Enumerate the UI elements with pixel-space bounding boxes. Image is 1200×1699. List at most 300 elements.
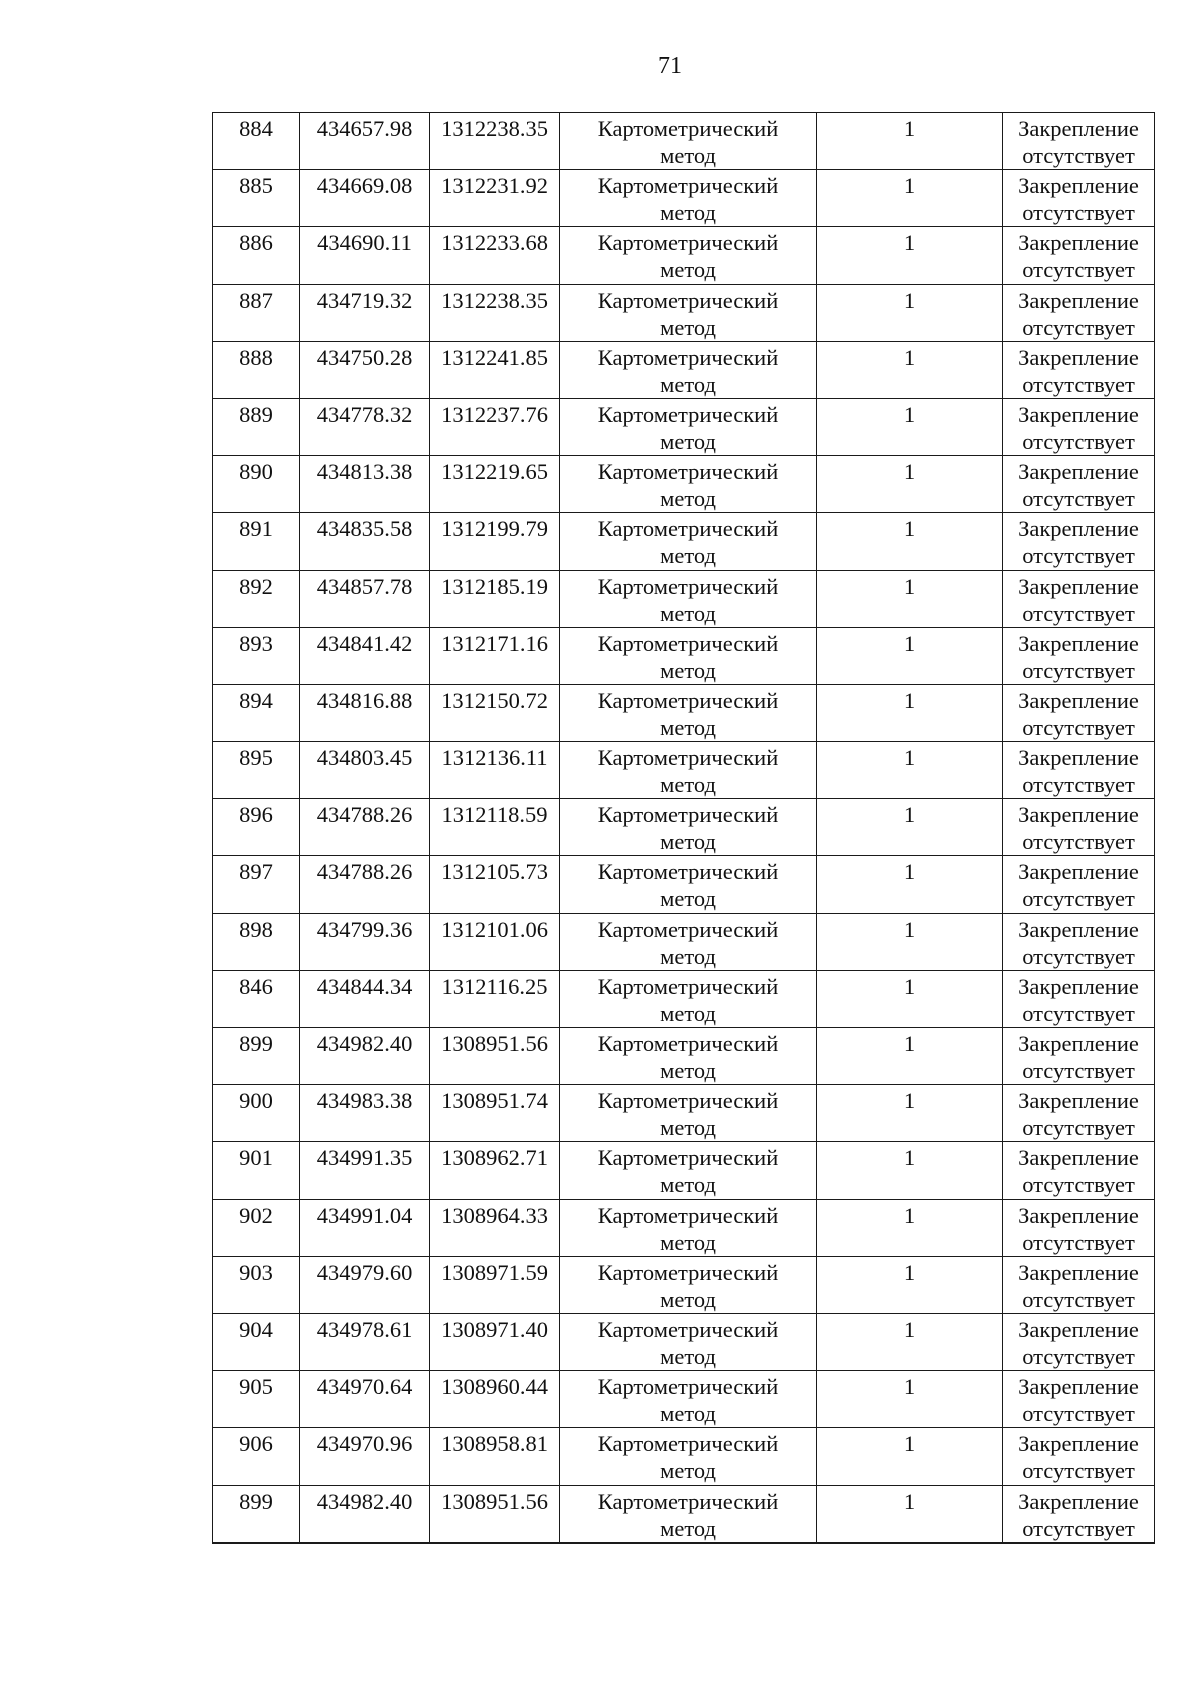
x-coordinate-cell [300,856,430,913]
x-coordinate-cell [300,170,430,227]
method-line-1: Картометрический [597,401,779,427]
fixation-line-2: отсутствует [1022,543,1135,569]
method-line-1: Картометрический [597,916,779,942]
method-line-2: метод [660,657,716,683]
y-coordinate: 1312136.11 [441,745,548,771]
fixation-line-2: отсутствует [1022,1458,1135,1484]
accuracy-cell [817,1485,1003,1543]
table-row [213,627,1155,684]
method-line-2: метод [660,371,716,397]
method-line-2: метод [660,1058,716,1083]
method-line-2: метод [660,714,716,740]
method-line-2: метод [660,1286,716,1312]
method-line-1: Картометрический [597,573,779,599]
fixation-cell [1003,742,1155,799]
fixation-line-2: отсутствует [1022,200,1135,226]
accuracy-cell [817,341,1003,398]
y-coordinate: 1312171.16 [441,630,548,656]
accuracy-value: 1 [903,173,916,199]
y-coordinate: 1308951.56 [441,1031,548,1056]
point-number-cell [213,1428,300,1485]
method-line-1: Картометрический [597,802,779,828]
fixation-line-2: отсутствует [1022,1000,1135,1026]
fixation-line-1: Закрепление [1018,1088,1139,1114]
x-coordinate: 434657.98 [316,116,413,141]
point-number-cell [213,856,300,913]
x-coordinate-cell [300,398,430,455]
method-line-1: Картометрический [597,1031,779,1056]
x-coordinate-cell [300,1028,430,1085]
fixation-line-2: отсутствует [1022,1515,1135,1541]
point-number-cell [213,627,300,684]
x-coordinate-cell [300,227,430,284]
x-coordinate-cell [300,341,430,398]
fixation-line-2: отсутствует [1022,1286,1135,1312]
method-cell [560,1085,817,1142]
method-cell [560,742,817,799]
fixation-line-1: Закрепление [1018,1031,1139,1056]
fixation-cell [1003,1313,1155,1370]
fixation-cell [1003,970,1155,1027]
fixation-line-1: Закрепление [1018,230,1139,256]
y-coordinate: 1312116.25 [441,973,548,999]
x-coordinate: 434970.64 [316,1374,413,1400]
method-line-2: метод [660,486,716,512]
fixation-line-1: Закрепление [1018,1488,1139,1514]
fixation-cell [1003,1199,1155,1256]
y-coordinate-cell [430,113,560,170]
coordinates-table [212,112,1155,1544]
x-coordinate: 434788.26 [316,802,413,828]
x-coordinate-cell [300,284,430,341]
x-coordinate: 434841.42 [316,630,413,656]
y-coordinate-cell [430,570,560,627]
y-coordinate: 1308971.59 [441,1259,548,1285]
method-line-2: метод [660,143,716,168]
table-row [213,227,1155,284]
accuracy-cell [817,513,1003,570]
y-coordinate: 1312231.92 [441,173,548,199]
x-coordinate: 434719.32 [316,287,413,313]
accuracy-cell [817,570,1003,627]
method-cell [560,1142,817,1199]
method-line-2: метод [660,1172,716,1198]
y-coordinate: 1312101.06 [441,916,548,942]
accuracy-cell [817,170,1003,227]
point-number: 891 [239,516,273,542]
accuracy-value: 1 [903,745,916,771]
x-coordinate: 434778.32 [316,401,413,427]
accuracy-value: 1 [903,1145,916,1171]
x-coordinate: 434991.04 [316,1202,413,1228]
point-number-cell [213,742,300,799]
x-coordinate: 434835.58 [316,516,413,542]
point-number: 898 [239,916,273,942]
fixation-cell [1003,799,1155,856]
method-cell [560,1371,817,1428]
accuracy-cell [817,627,1003,684]
point-number: 897 [239,859,273,885]
method-cell [560,799,817,856]
point-number: 903 [239,1259,273,1285]
accuracy-cell [817,1085,1003,1142]
point-number-cell [213,341,300,398]
fixation-cell [1003,1371,1155,1428]
fixation-cell [1003,1485,1155,1543]
fixation-line-2: отсутствует [1022,943,1135,969]
method-cell [560,456,817,513]
point-number: 889 [239,401,273,427]
point-number: 900 [239,1088,273,1114]
accuracy-cell [817,227,1003,284]
y-coordinate-cell [430,970,560,1027]
fixation-line-1: Закрепление [1018,973,1139,999]
y-coordinate: 1308958.81 [441,1431,548,1457]
x-coordinate-cell [300,913,430,970]
accuracy-value: 1 [903,802,916,828]
accuracy-cell [817,1428,1003,1485]
x-coordinate: 434983.38 [316,1088,413,1114]
accuracy-cell [817,856,1003,913]
fixation-cell [1003,456,1155,513]
y-coordinate: 1308951.74 [441,1088,548,1114]
fixation-line-1: Закрепление [1018,573,1139,599]
accuracy-value: 1 [903,687,916,713]
y-coordinate: 1308962.71 [441,1145,548,1171]
method-cell [560,1256,817,1313]
method-line-1: Картометрический [597,287,779,313]
fixation-line-1: Закрепление [1018,1316,1139,1342]
x-coordinate-cell [300,1485,430,1543]
y-coordinate: 1312199.79 [441,516,548,542]
point-number: 899 [239,1488,273,1514]
accuracy-cell [817,1313,1003,1370]
point-number: 884 [239,116,273,141]
method-cell [560,284,817,341]
accuracy-value: 1 [903,1316,916,1342]
fixation-cell [1003,284,1155,341]
x-coordinate: 434979.60 [316,1259,413,1285]
fixation-line-2: отсутствует [1022,486,1135,512]
table-row [213,284,1155,341]
table-row [213,113,1155,170]
method-cell [560,341,817,398]
method-cell [560,170,817,227]
x-coordinate: 434857.78 [316,573,413,599]
accuracy-value: 1 [903,287,916,313]
method-line-2: метод [660,1343,716,1369]
fixation-line-2: отсутствует [1022,314,1135,340]
x-coordinate: 434978.61 [316,1316,413,1342]
table-row [213,398,1155,455]
x-coordinate-cell [300,513,430,570]
point-number-cell [213,227,300,284]
point-number-cell [213,398,300,455]
method-cell [560,1313,817,1370]
fixation-cell [1003,1085,1155,1142]
table-row [213,1085,1155,1142]
fixation-cell [1003,1256,1155,1313]
x-coordinate-cell [300,970,430,1027]
fixation-line-2: отсутствует [1022,1172,1135,1198]
fixation-line-2: отсутствует [1022,772,1135,798]
table-row [213,456,1155,513]
method-line-1: Картометрический [597,1431,779,1457]
accuracy-value: 1 [903,1202,916,1228]
y-coordinate-cell [430,513,560,570]
accuracy-cell [817,1028,1003,1085]
point-number-cell [213,1085,300,1142]
fixation-line-2: отсутствует [1022,428,1135,454]
accuracy-value: 1 [903,1431,916,1457]
y-coordinate: 1308971.40 [441,1316,548,1342]
accuracy-cell [817,799,1003,856]
method-line-1: Картометрический [597,1259,779,1285]
accuracy-cell [817,456,1003,513]
y-coordinate: 1308964.33 [441,1202,548,1228]
table-row [213,799,1155,856]
fixation-cell [1003,570,1155,627]
method-line-2: метод [660,1115,716,1141]
fixation-cell [1003,1428,1155,1485]
accuracy-value: 1 [903,516,916,542]
y-coordinate-cell [430,1428,560,1485]
fixation-cell [1003,513,1155,570]
y-coordinate-cell [430,284,560,341]
point-number-cell [213,570,300,627]
fixation-line-1: Закрепление [1018,916,1139,942]
y-coordinate-cell [430,1199,560,1256]
fixation-line-1: Закрепление [1018,516,1139,542]
y-coordinate-cell [430,684,560,741]
y-coordinate-cell [430,1485,560,1543]
fixation-line-1: Закрепление [1018,802,1139,828]
accuracy-cell [817,1142,1003,1199]
point-number-cell [213,1485,300,1543]
x-coordinate: 434669.08 [316,173,413,199]
method-line-1: Картометрический [597,630,779,656]
fixation-cell [1003,627,1155,684]
table-row [213,742,1155,799]
fixation-line-1: Закрепление [1018,687,1139,713]
x-coordinate: 434982.40 [316,1488,413,1514]
point-number: 895 [239,745,273,771]
fixation-line-2: отсутствует [1022,886,1135,912]
x-coordinate-cell [300,1199,430,1256]
table-row [213,1371,1155,1428]
method-line-1: Картометрический [597,173,779,199]
method-line-2: метод [660,886,716,912]
point-number-cell [213,799,300,856]
point-number-cell [213,513,300,570]
fixation-cell [1003,1142,1155,1199]
fixation-line-1: Закрепление [1018,459,1139,485]
method-line-2: метод [660,943,716,969]
fixation-line-2: отсутствует [1022,714,1135,740]
x-coordinate: 434970.96 [316,1431,413,1457]
y-coordinate: 1312233.68 [441,230,548,256]
method-line-1: Картометрический [597,1316,779,1342]
point-number-cell [213,970,300,1027]
x-coordinate: 434816.88 [316,687,413,713]
method-line-2: метод [660,543,716,569]
x-coordinate-cell [300,456,430,513]
x-coordinate-cell [300,799,430,856]
x-coordinate-cell [300,1085,430,1142]
x-coordinate: 434991.35 [316,1145,413,1171]
accuracy-value: 1 [903,1259,916,1285]
fixation-cell [1003,1028,1155,1085]
y-coordinate-cell [430,799,560,856]
y-coordinate: 1312219.65 [441,459,548,485]
table-row [213,513,1155,570]
method-line-1: Картометрический [597,1488,779,1514]
accuracy-cell [817,113,1003,170]
fixation-line-2: отсутствует [1022,1115,1135,1141]
method-line-1: Картометрический [597,459,779,485]
y-coordinate: 1308960.44 [441,1374,548,1400]
table-row [213,913,1155,970]
accuracy-cell [817,398,1003,455]
x-coordinate-cell [300,684,430,741]
fixation-line-1: Закрепление [1018,1431,1139,1457]
point-number: 894 [239,687,273,713]
y-coordinate-cell [430,341,560,398]
method-line-1: Картометрический [597,973,779,999]
y-coordinate-cell [430,627,560,684]
method-line-1: Картометрический [597,859,779,885]
point-number: 846 [239,973,273,999]
fixation-line-2: отсутствует [1022,1058,1135,1083]
x-coordinate-cell [300,627,430,684]
point-number-cell [213,1199,300,1256]
fixation-cell [1003,227,1155,284]
fixation-cell [1003,341,1155,398]
point-number: 899 [239,1031,273,1056]
x-coordinate: 434813.38 [316,459,413,485]
table-row [213,341,1155,398]
x-coordinate: 434799.36 [316,916,413,942]
y-coordinate-cell [430,856,560,913]
table-row [213,1199,1155,1256]
point-number-cell [213,1028,300,1085]
point-number: 888 [239,344,273,370]
method-cell [560,1428,817,1485]
table-row [213,970,1155,1027]
method-line-1: Картометрический [597,230,779,256]
point-number-cell [213,1256,300,1313]
fixation-cell [1003,856,1155,913]
method-line-1: Картометрический [597,745,779,771]
fixation-cell [1003,684,1155,741]
fixation-line-2: отсутствует [1022,829,1135,855]
method-line-1: Картометрический [597,116,779,141]
method-cell [560,627,817,684]
method-line-2: метод [660,1458,716,1484]
y-coordinate-cell [430,742,560,799]
fixation-cell [1003,170,1155,227]
fixation-line-1: Закрепление [1018,1202,1139,1228]
method-cell [560,513,817,570]
point-number: 893 [239,630,273,656]
method-line-2: метод [660,200,716,226]
accuracy-cell [817,284,1003,341]
point-number-cell [213,170,300,227]
point-number: 885 [239,173,273,199]
table-row [213,1485,1155,1543]
fixation-line-1: Закрепление [1018,116,1139,141]
point-number-cell [213,284,300,341]
accuracy-cell [817,1199,1003,1256]
fixation-cell [1003,913,1155,970]
fixation-line-2: отсутствует [1022,143,1135,168]
y-coordinate-cell [430,170,560,227]
point-number: 901 [239,1145,273,1171]
x-coordinate: 434844.34 [316,973,413,999]
accuracy-cell [817,1371,1003,1428]
table-row [213,570,1155,627]
x-coordinate-cell [300,1256,430,1313]
accuracy-value: 1 [903,344,916,370]
method-cell [560,227,817,284]
accuracy-value: 1 [903,1488,916,1514]
accuracy-value: 1 [903,973,916,999]
point-number-cell [213,113,300,170]
method-cell [560,398,817,455]
table-row [213,1028,1155,1085]
method-line-2: метод [660,1229,716,1255]
accuracy-value: 1 [903,459,916,485]
fixation-cell [1003,113,1155,170]
accuracy-cell [817,1256,1003,1313]
method-line-1: Картометрический [597,344,779,370]
point-number: 892 [239,573,273,599]
fixation-line-1: Закрепление [1018,1374,1139,1400]
table-row [213,1142,1155,1199]
y-coordinate: 1312241.85 [441,344,548,370]
method-line-1: Картометрический [597,1374,779,1400]
x-coordinate-cell [300,1142,430,1199]
point-number-cell [213,1371,300,1428]
fixation-line-2: отсутствует [1022,657,1135,683]
method-line-1: Картометрический [597,1145,779,1171]
point-number-cell [213,913,300,970]
accuracy-value: 1 [903,1031,916,1056]
table-row [213,1428,1155,1485]
table-row [213,856,1155,913]
accuracy-value: 1 [903,630,916,656]
y-coordinate: 1312150.72 [441,687,548,713]
fixation-line-2: отсутствует [1022,600,1135,626]
method-cell [560,1485,817,1543]
table-row [213,684,1155,741]
y-coordinate: 1312118.59 [441,802,548,828]
y-coordinate: 1308951.56 [441,1488,548,1514]
method-line-2: метод [660,829,716,855]
fixation-line-1: Закрепление [1018,401,1139,427]
point-number: 887 [239,287,273,313]
point-number-cell [213,1313,300,1370]
accuracy-cell [817,970,1003,1027]
y-coordinate: 1312237.76 [441,401,548,427]
method-line-2: метод [660,257,716,283]
point-number: 886 [239,230,273,256]
method-line-2: метод [660,1401,716,1427]
y-coordinate: 1312105.73 [441,859,548,885]
x-coordinate: 434803.45 [316,745,413,771]
method-line-1: Картометрический [597,687,779,713]
point-number-cell [213,1142,300,1199]
